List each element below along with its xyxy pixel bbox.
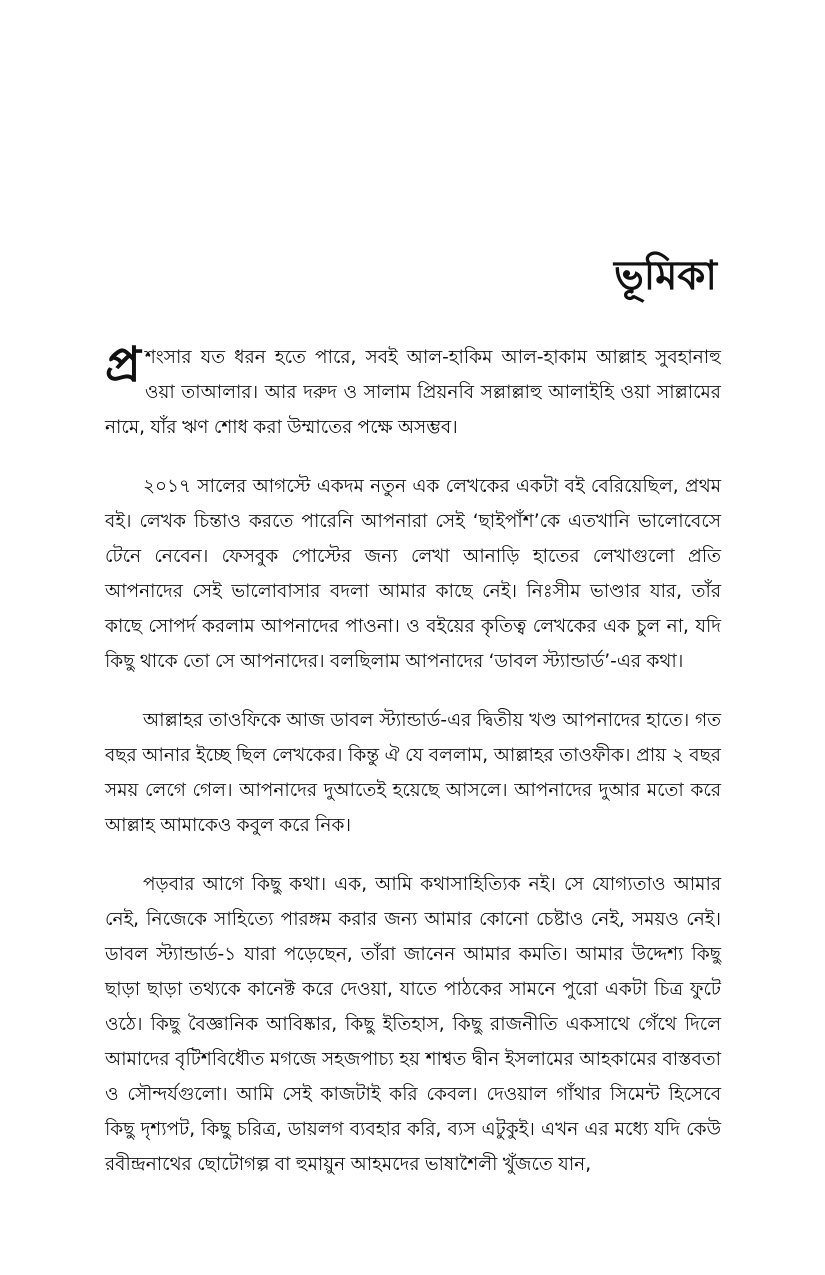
chapter-title: ভূমিকা [613,253,717,299]
paragraph-1-text: শংসার যত ধরন হতে পারে, সবই আল-হাকিম আল-হাকাম আল্লাহ সুবহানাহু ওয়া তাআলার। আর দরুদ ও সালাম প্রিয়নবি সল্লাল্লাহু আলাইহি ওয়া সাল্লামের নামে, যাঁর ঋণ শোধ করা উম্মাতের পক্ষে অসম্ভব। [105,347,721,438]
paragraph-2: ২০১৭ সালের আগস্টে একদম নতুন এক লেখকের একটা বই বেরিয়েছিল, প্রথম বই। লেখক চিন্তাও করতে পারেনি আপনারা সেই ‘ছাইপাঁশ’কে এতখানি ভালোবেসে টেনে নেবেন। ফেসবুক পোস্টের জন্য লেখা আনাড়ি হাতের লেখাগুলো প্রতি আপনাদের সেই ভালোবাসার বদলা আমার কাছে নেই। নিঃসীম ভাণ্ডার যার, তাঁর কাছে সোপর্দ করলাম আপনাদের পাওনা। ও বইয়ের কৃতিত্ব লেখকের এক চুল না, যদি কিছু থাকে তো সে আপনাদের। বলছিলাম আপনাদের ‘ডাবল স্ট্যান্ডার্ড’-এর কথা। [105,476,721,672]
paragraph-4: পড়বার আগে কিছু কথা। এক, আমি কথাসাহিত্যিক নই। সে যোগ্যতাও আমার নেই, নিজেকে সাহিত্যে পারঙ্গম করার জন্য আমার কোনো চেষ্টাও নেই, সময়ও নেই। ডাবল স্ট্যান্ডার্ড-১ যারা পড়েছেন, তাঁরা জানেন আমার কমতি। আমার উদ্দেশ্য কিছু ছাড়া ছাড়া তথ্যকে কানেক্ট করে দেওয়া, যাতে পাঠকের সামনে পুরো একটা চিত্র ফুটে ওঠে। কিছু বৈজ্ঞানিক আবিষ্কার, কিছু ইতিহাস, কিছু রাজনীতি একসাথে গেঁথে দিলে আমাদের বৃটিশবিধৌত মগজে সহজপাচ্য হয় শাশ্বত দ্বীন ইসলামের আহকামের বাস্তবতা ও সৌন্দর্যগুলো। আমি সেই কাজটাই করি কেবল। দেওয়াল গাঁথার সিমেন্ট হিসেবে কিছু দৃশ্যপট, কিছু চরিত্র, ডায়লগ ব্যবহার করি, ব্যস এটুকুই। এখন এর মধ্যে যদি কেউ রবীন্দ্রনাথের ছোটোগল্প বা হুমায়ুন আহমদের ভাষাশৈলী খুঁজতে যান, [105,874,721,1175]
chapter-body [105,337,721,1206]
drop-cap: প্র [105,337,141,393]
paragraph-1 [105,337,721,445]
paragraph-3: আল্লাহর তাওফিকে আজ ডাবল স্ট্যান্ডার্ড-এর দ্বিতীয় খণ্ড আপনাদের হাতে। গত বছর আনার ইচ্ছে ছিল লেখকের। কিন্তু ঐ যে বললাম, আল্লাহর তাওফীক। প্রায় ২ বছর সময় লেগে গেল। আপনাদের দুআতেই হয়েছে আসলে। আপনাদের দুআর মতো করে আল্লাহ আমাকেও কবুল করে নিক। [105,710,721,836]
